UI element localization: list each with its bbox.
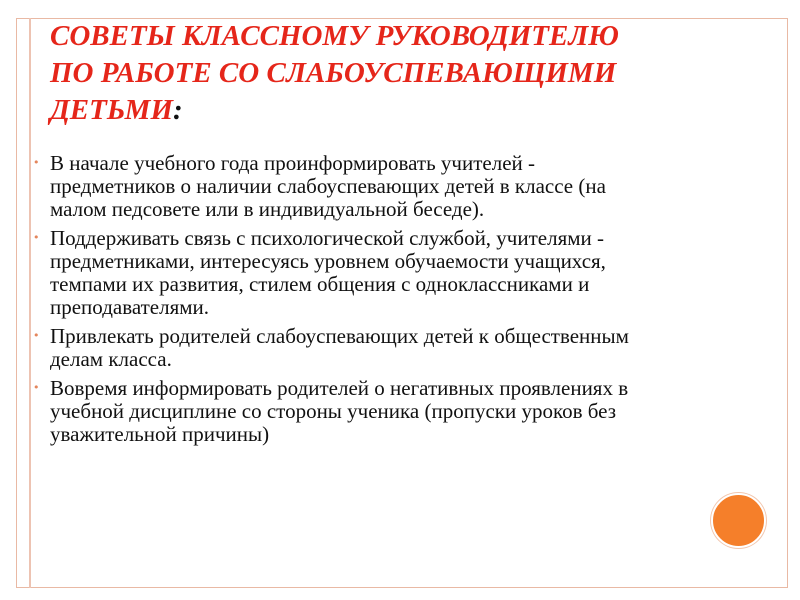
title-colon: : <box>173 94 183 126</box>
advice-item-3 <box>33 325 748 371</box>
advice-item-1-line-3: малом педсовете или в индивидуальной беседе). <box>50 197 485 221</box>
title-line-1: СОВЕТЫ КЛАССНОМУ РУКОВОДИТЕЛЮ <box>50 20 619 52</box>
advice-item-4 <box>33 377 748 446</box>
advice-item-4-line-1: Вовремя информировать родителей о негативных проявлениях в <box>50 376 629 400</box>
orange-circle-decoration <box>711 493 766 548</box>
advice-item-4-line-3: уважительной причины) <box>50 422 270 446</box>
title-line-3-text: ДЕТЬМИ <box>50 94 174 126</box>
title-line-2: ПО РАБОТЕ СО СЛАБОУСПЕВАЮЩИМИ <box>50 57 617 89</box>
advice-item-1-line-2: предметников о наличии слабоуспевающих детей в классе (на <box>50 174 606 198</box>
slide-title <box>50 18 750 129</box>
title-line-3 <box>50 92 750 129</box>
advice-item-2 <box>33 227 748 319</box>
advice-item-2-line-3: темпами их развития, стилем общения с одноклассниками и <box>50 272 590 296</box>
bullet-dot-icon: • <box>33 381 40 394</box>
advice-item-2-line-4: преподавателями. <box>50 295 210 319</box>
bullet-dot-icon: • <box>33 329 40 342</box>
left-vertical-rule <box>29 18 31 588</box>
bullet-dot-icon: • <box>33 231 40 244</box>
advice-item-3-line-1: Привлекать родителей слабоуспевающих детей к общественным <box>50 324 629 348</box>
advice-item-1-line-1: В начале учебного года проинформировать учителей - <box>50 151 536 175</box>
advice-item-2-line-1: Поддерживать связь с психологической службой, учителями - <box>50 226 605 250</box>
advice-list <box>33 152 748 452</box>
advice-item-2-line-2: предметниками, интересуясь уровнем обучаемости учащихся, <box>50 249 606 273</box>
advice-item-1 <box>33 152 748 221</box>
bullet-dot-icon: • <box>33 156 40 169</box>
advice-item-3-line-2: делам класса. <box>50 347 172 371</box>
advice-item-4-line-2: учебной дисциплине со стороны ученика (пропуски уроков без <box>50 399 617 423</box>
